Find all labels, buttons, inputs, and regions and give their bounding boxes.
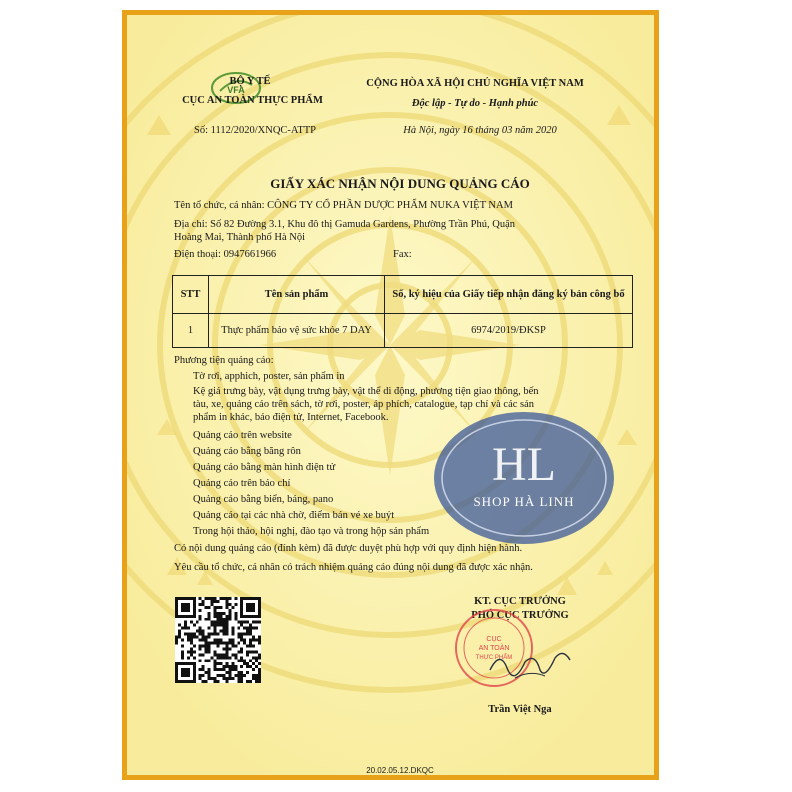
signer-name: Trần Việt Nga bbox=[488, 704, 552, 715]
organization-line: Tên tổ chức, cá nhân: CÔNG TY CỔ PHẦN DƯỢC PHẨM NUKA VIỆT NAM bbox=[174, 200, 513, 211]
shop-watermark bbox=[431, 408, 617, 548]
media-item: Quảng cáo bằng biển, bảng, pano bbox=[193, 494, 334, 505]
header-code: Số, ký hiệu của Giấy tiếp nhận đăng ký bản công bố bbox=[385, 276, 633, 314]
document-title: GIẤY XÁC NHẬN NỘI DUNG QUẢNG CÁO bbox=[270, 176, 530, 191]
media-item: Quảng cáo trên báo chí bbox=[193, 478, 291, 489]
media-item: Kệ giá trưng bày, vật dụng trưng bày, vật thể di động, phương tiện giao thông, bến bbox=[193, 386, 539, 397]
handwritten-signature bbox=[485, 640, 575, 690]
header-stt: STT bbox=[173, 276, 209, 314]
seal-text-mid: AN TOÀN bbox=[478, 645, 510, 652]
product-table bbox=[172, 275, 633, 348]
media-item: Tờ rơi, apphich, poster, sản phẩm in bbox=[193, 371, 345, 382]
issue-date: Hà Nội, ngày 16 tháng 03 năm 2020 bbox=[403, 125, 557, 136]
table-row bbox=[173, 314, 633, 348]
seal-text-bottom: THỰC PHẨM bbox=[475, 655, 513, 661]
media-item: Trong hội thảo, hội nghị, đào tạo và trong hộp sản phẩm bbox=[193, 526, 430, 537]
fax-line: Fax: bbox=[393, 249, 412, 260]
qr-code bbox=[175, 597, 261, 683]
address-line-1: Địa chỉ: Số 82 Đường 3.1, Khu đô thị Gamuda Gardens, Phường Trần Phú, Quận bbox=[174, 219, 515, 230]
watermark-monogram: HL bbox=[492, 438, 556, 491]
seal-text-top: CỤC bbox=[486, 636, 502, 643]
address-line-2: Hoàng Mai, Thành phố Hà Nội bbox=[174, 232, 306, 243]
footer-code: 20.02.05.12.DKQC bbox=[366, 766, 434, 775]
media-item: Quảng cáo tại các nhà chờ, điểm bán vé xe buýt bbox=[193, 510, 395, 521]
row-product: Thực phẩm bảo vệ sức khỏe 7 DAY bbox=[209, 314, 385, 348]
national-motto: Độc lập - Tự do - Hạnh phúc bbox=[411, 98, 539, 109]
media-item: phẩm in khác, báo điện tử, Internet, Facebook. bbox=[193, 412, 389, 423]
responsibility-note: Yêu cầu tổ chức, cá nhân có trách nhiệm quảng cáo đúng nội dung đã được xác nhận. bbox=[174, 562, 533, 573]
country-name: CỘNG HÒA XÃ HỘI CHỦ NGHĨA VIỆT NAM bbox=[366, 78, 584, 89]
row-code: 6974/2019/ĐKSP bbox=[385, 314, 633, 348]
approval-note: Có nội dung quảng cáo (đính kèm) đã được duyệt phù hợp với quy định hiện hành. bbox=[174, 543, 523, 554]
signer-role-1: KT. CỤC TRƯỞNG bbox=[474, 596, 566, 607]
logo-text: VFA bbox=[227, 85, 245, 95]
header-product: Tên sản phẩm bbox=[209, 276, 385, 314]
media-item: Quảng cáo trên website bbox=[193, 430, 292, 441]
table-header-row bbox=[173, 276, 633, 314]
document-number: Số: 1112/2020/XNQC-ATTP bbox=[193, 125, 317, 136]
phone-line: Điện thoại: 0947661966 bbox=[174, 249, 277, 260]
media-heading: Phương tiện quảng cáo: bbox=[174, 355, 274, 366]
row-stt: 1 bbox=[173, 314, 209, 348]
media-item: Quảng cáo bằng màn hình điện tử bbox=[193, 462, 336, 473]
watermark-shop-name: SHOP HÀ LINH bbox=[473, 494, 575, 509]
department-name: CỤC AN TOÀN THỰC PHẨM bbox=[182, 95, 323, 106]
ministry-name: BỘ Y TẾ bbox=[229, 76, 271, 87]
media-item: tàu, xe, quảng cáo trên sách, tờ rơi, poster, áp phích, catalogue, tạp chí và các sản bbox=[193, 399, 535, 410]
media-item: Quảng cáo bằng băng rôn bbox=[193, 446, 301, 457]
signer-role-2: PHÓ CỤC TRƯỞNG bbox=[471, 610, 569, 621]
